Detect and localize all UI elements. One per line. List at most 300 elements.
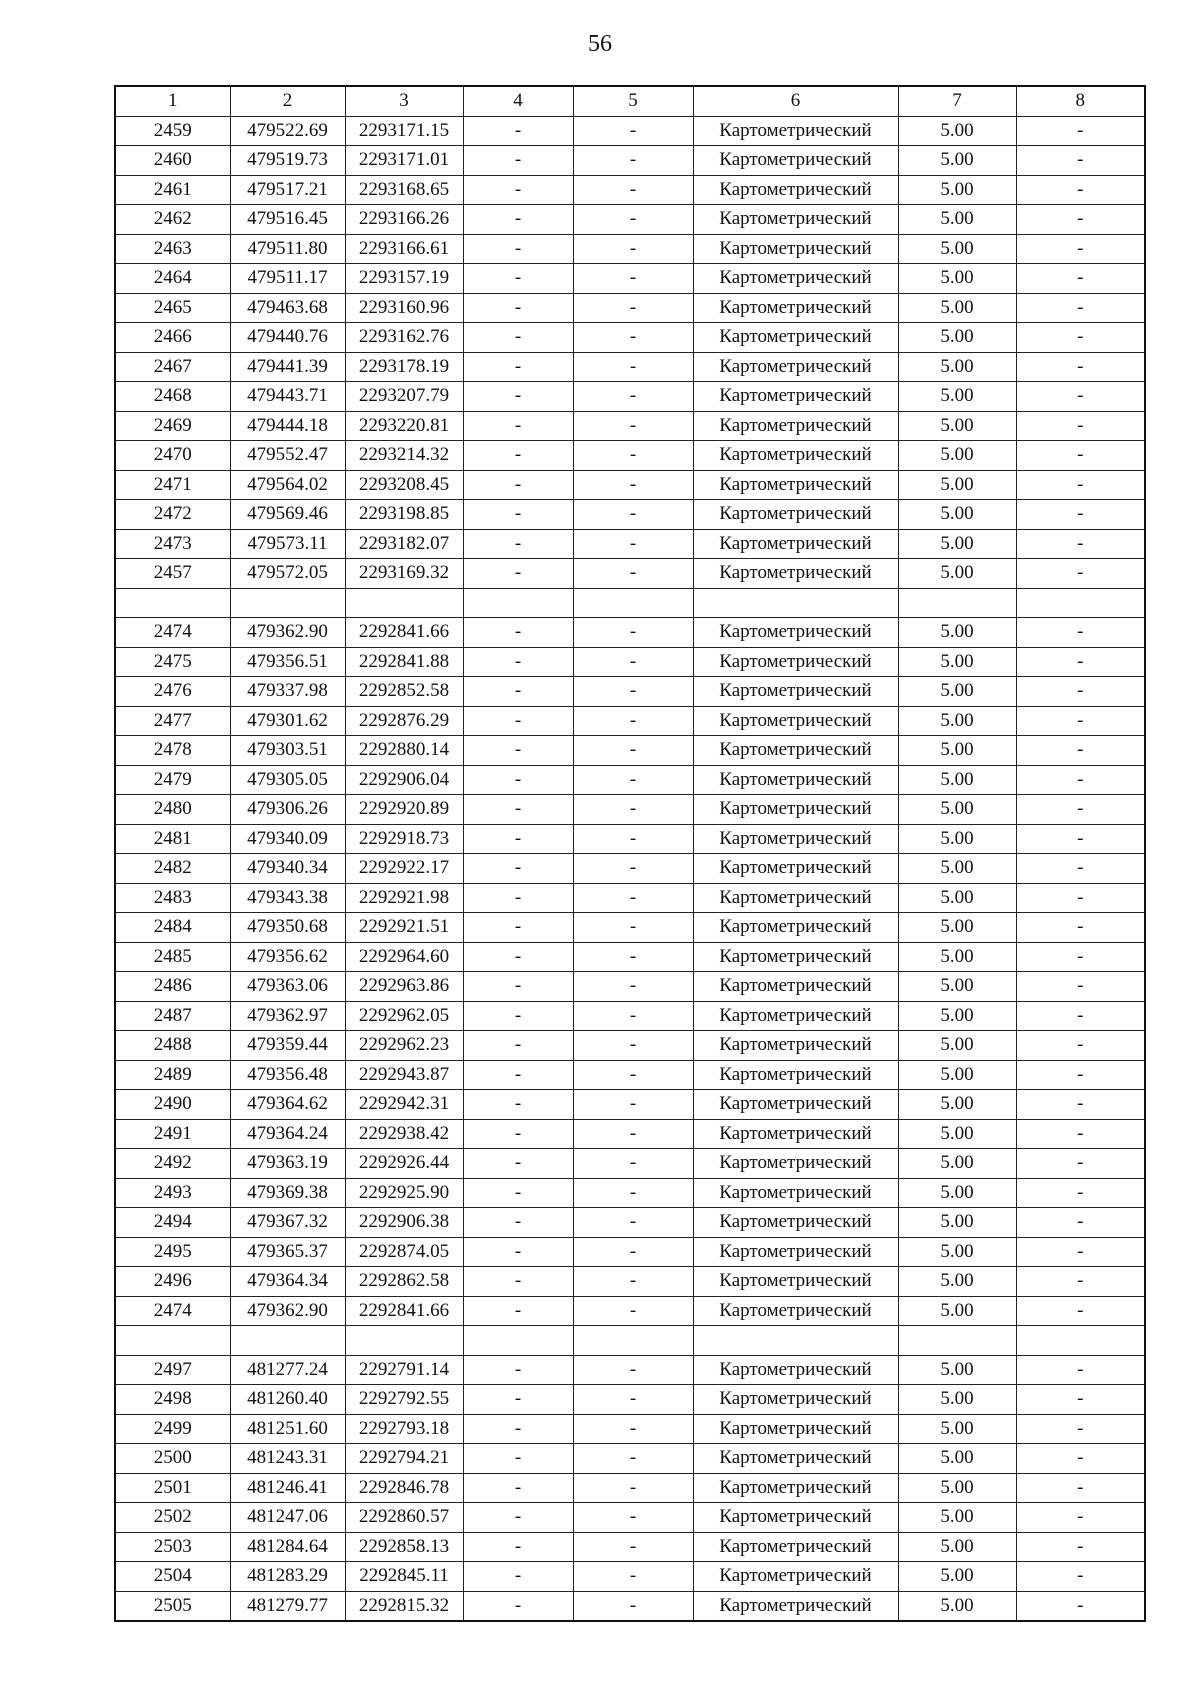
table-row — [115, 116, 1145, 146]
table-cell-col-7: 5.00 — [898, 647, 1016, 677]
table-cell-col-4: - — [463, 382, 573, 412]
table-cell-col-4: - — [463, 736, 573, 766]
table-cell-col-8: - — [1016, 618, 1145, 648]
table-cell-col-3: 2292963.86 — [345, 972, 463, 1002]
table-row — [115, 795, 1145, 825]
header-cell-1: 1 — [115, 86, 230, 116]
table-cell-col-4: - — [463, 1385, 573, 1415]
table-cell-col-3: 2292938.42 — [345, 1119, 463, 1149]
table-cell-col-5: - — [573, 1267, 693, 1297]
table-cell-col-7: 5.00 — [898, 293, 1016, 323]
table-cell-col-2: 479356.51 — [230, 647, 345, 677]
table-cell-col-6: Картометрический — [693, 1591, 898, 1621]
table-cell-col-3 — [345, 588, 463, 618]
table-cell-col-7: 5.00 — [898, 1503, 1016, 1533]
table-row — [115, 1414, 1145, 1444]
table-cell-col-5: - — [573, 972, 693, 1002]
table-cell-col-1: 2484 — [115, 913, 230, 943]
table-cell-col-5: - — [573, 1591, 693, 1621]
table-cell-col-7: 5.00 — [898, 234, 1016, 264]
table-cell-col-1: 2500 — [115, 1444, 230, 1474]
table-cell-col-1: 2476 — [115, 677, 230, 707]
table-cell-col-6: Картометрический — [693, 1208, 898, 1238]
table-cell-col-2 — [230, 588, 345, 618]
table-cell-col-3: 2292860.57 — [345, 1503, 463, 1533]
table-cell-col-1: 2463 — [115, 234, 230, 264]
table-cell-col-4: - — [463, 175, 573, 205]
table-cell-col-8: - — [1016, 1414, 1145, 1444]
table-cell-col-1: 2494 — [115, 1208, 230, 1238]
table-row — [115, 529, 1145, 559]
table-cell-col-5: - — [573, 529, 693, 559]
table-cell-col-8: - — [1016, 441, 1145, 471]
table-cell-col-2: 479340.34 — [230, 854, 345, 884]
table-cell-col-6: Картометрический — [693, 1473, 898, 1503]
table-cell-col-7: 5.00 — [898, 1178, 1016, 1208]
table-cell-col-8: - — [1016, 736, 1145, 766]
table-cell-col-5: - — [573, 1503, 693, 1533]
table-cell-col-2: 481246.41 — [230, 1473, 345, 1503]
table-row — [115, 323, 1145, 353]
table-cell-col-3: 2292926.44 — [345, 1149, 463, 1179]
table-cell-col-8: - — [1016, 883, 1145, 913]
table-cell-col-6: Картометрический — [693, 205, 898, 235]
table-cell-col-1: 2496 — [115, 1267, 230, 1297]
table-cell-col-1: 2478 — [115, 736, 230, 766]
table-cell-col-6: Картометрический — [693, 1444, 898, 1474]
table-cell-col-5: - — [573, 1532, 693, 1562]
table-cell-col-8: - — [1016, 1591, 1145, 1621]
table-cell-col-1: 2461 — [115, 175, 230, 205]
table-cell-col-7: 5.00 — [898, 1355, 1016, 1385]
table-cell-col-1: 2489 — [115, 1060, 230, 1090]
table-row — [115, 1385, 1145, 1415]
table-cell-col-2: 481251.60 — [230, 1414, 345, 1444]
table-cell-col-7: 5.00 — [898, 1267, 1016, 1297]
table-cell-col-7: 5.00 — [898, 824, 1016, 854]
table-cell-col-8: - — [1016, 913, 1145, 943]
table-cell-col-8: - — [1016, 1267, 1145, 1297]
table-cell-col-5: - — [573, 618, 693, 648]
table-row — [115, 411, 1145, 441]
table-row — [115, 175, 1145, 205]
table-cell-col-6: Картометрический — [693, 795, 898, 825]
table-cell-col-8: - — [1016, 1473, 1145, 1503]
table-cell-col-7: 5.00 — [898, 1237, 1016, 1267]
table-cell-col-3: 2292792.55 — [345, 1385, 463, 1415]
table-cell-col-3: 2292815.32 — [345, 1591, 463, 1621]
table-cell-col-8: - — [1016, 677, 1145, 707]
table-cell-col-8: - — [1016, 234, 1145, 264]
table-row — [115, 1267, 1145, 1297]
table-cell-col-1: 2501 — [115, 1473, 230, 1503]
table-cell-col-5: - — [573, 677, 693, 707]
table-cell-col-3: 2293207.79 — [345, 382, 463, 412]
table-cell-col-4: - — [463, 942, 573, 972]
table-cell-col-5: - — [573, 647, 693, 677]
table-body — [115, 86, 1145, 1621]
table-cell-col-7: 5.00 — [898, 706, 1016, 736]
coordinates-table — [114, 85, 1146, 1622]
table-cell-col-8: - — [1016, 1208, 1145, 1238]
table-cell-col-2: 479441.39 — [230, 352, 345, 382]
table-cell-col-7: 5.00 — [898, 441, 1016, 471]
table-cell-col-2: 479350.68 — [230, 913, 345, 943]
table-cell-col-1: 2481 — [115, 824, 230, 854]
table-cell-col-6: Картометрический — [693, 323, 898, 353]
table-cell-col-2: 479552.47 — [230, 441, 345, 471]
table-cell-col-2: 479572.05 — [230, 559, 345, 589]
header-cell-4: 4 — [463, 86, 573, 116]
table-cell-col-7: 5.00 — [898, 382, 1016, 412]
table-cell-col-1: 2457 — [115, 559, 230, 589]
table-cell-col-3: 2292962.23 — [345, 1031, 463, 1061]
header-cell-7: 7 — [898, 86, 1016, 116]
table-cell-col-2: 479443.71 — [230, 382, 345, 412]
table-cell-col-7: 5.00 — [898, 1149, 1016, 1179]
table-row — [115, 1149, 1145, 1179]
table-cell-col-2: 479362.90 — [230, 1296, 345, 1326]
table-cell-col-6: Картометрический — [693, 913, 898, 943]
table-row — [115, 972, 1145, 1002]
table-cell-col-7: 5.00 — [898, 972, 1016, 1002]
table-cell-col-4: - — [463, 352, 573, 382]
table-cell-col-5: - — [573, 1031, 693, 1061]
table-cell-col-6: Картометрический — [693, 972, 898, 1002]
table-cell-col-8: - — [1016, 116, 1145, 146]
table-cell-col-8: - — [1016, 1001, 1145, 1031]
table-cell-col-4: - — [463, 972, 573, 1002]
table-cell-col-5: - — [573, 854, 693, 884]
table-cell-col-6: Картометрический — [693, 264, 898, 294]
table-cell-col-6: Картометрический — [693, 883, 898, 913]
table-cell-col-1: 2471 — [115, 470, 230, 500]
table-cell-col-6: Картометрический — [693, 1296, 898, 1326]
header-cell-6: 6 — [693, 86, 898, 116]
table-cell-col-6: Картометрический — [693, 677, 898, 707]
table-cell-col-5: - — [573, 795, 693, 825]
table-cell-col-1: 2465 — [115, 293, 230, 323]
table-row — [115, 1031, 1145, 1061]
table-cell-col-4: - — [463, 1473, 573, 1503]
table-cell-col-3: 2292862.58 — [345, 1267, 463, 1297]
header-cell-3: 3 — [345, 86, 463, 116]
table-cell-col-8: - — [1016, 175, 1145, 205]
table-cell-col-4: - — [463, 1090, 573, 1120]
table-cell-col-8 — [1016, 588, 1145, 618]
table-cell-col-4: - — [463, 1562, 573, 1592]
table-cell-col-6: Картометрический — [693, 116, 898, 146]
table-cell-col-3: 2292962.05 — [345, 1001, 463, 1031]
table-cell-col-7: 5.00 — [898, 1532, 1016, 1562]
table-cell-col-1: 2477 — [115, 706, 230, 736]
table-cell-col-3: 2292921.98 — [345, 883, 463, 913]
table-cell-col-1: 2497 — [115, 1355, 230, 1385]
table-cell-col-4 — [463, 1326, 573, 1356]
table-cell-col-6: Картометрический — [693, 1001, 898, 1031]
table-cell-col-6: Картометрический — [693, 854, 898, 884]
table-cell-col-1: 2487 — [115, 1001, 230, 1031]
table-cell-col-3: 2293160.96 — [345, 293, 463, 323]
table-cell-col-5: - — [573, 1473, 693, 1503]
table-cell-col-5: - — [573, 706, 693, 736]
table-cell-col-4: - — [463, 647, 573, 677]
table-cell-col-8: - — [1016, 765, 1145, 795]
table-cell-col-8: - — [1016, 795, 1145, 825]
table-cell-col-3: 2292964.60 — [345, 942, 463, 972]
table-cell-col-1: 2474 — [115, 1296, 230, 1326]
table-cell-col-3: 2292906.04 — [345, 765, 463, 795]
table-cell-col-3: 2292874.05 — [345, 1237, 463, 1267]
table-cell-col-7: 5.00 — [898, 116, 1016, 146]
table-cell-col-8: - — [1016, 1149, 1145, 1179]
table-cell-col-4 — [463, 588, 573, 618]
table-cell-col-7: 5.00 — [898, 559, 1016, 589]
table-cell-col-6 — [693, 588, 898, 618]
table-row — [115, 382, 1145, 412]
table-cell-col-4: - — [463, 1267, 573, 1297]
table-cell-col-4: - — [463, 824, 573, 854]
table-cell-col-5: - — [573, 913, 693, 943]
table-cell-col-5: - — [573, 205, 693, 235]
table-cell-col-4: - — [463, 913, 573, 943]
table-cell-col-3: 2292794.21 — [345, 1444, 463, 1474]
table-cell-col-8: - — [1016, 1031, 1145, 1061]
table-cell-col-4: - — [463, 116, 573, 146]
table-cell-col-4: - — [463, 854, 573, 884]
table-cell-col-2: 479362.90 — [230, 618, 345, 648]
table-cell-col-5: - — [573, 942, 693, 972]
table-cell-col-3: 2292906.38 — [345, 1208, 463, 1238]
table-row — [115, 883, 1145, 913]
table-cell-col-1: 2459 — [115, 116, 230, 146]
table-cell-col-8: - — [1016, 1296, 1145, 1326]
table-row — [115, 1444, 1145, 1474]
table-cell-col-2: 479359.44 — [230, 1031, 345, 1061]
table-cell-col-6 — [693, 1326, 898, 1356]
table-cell-col-1: 2483 — [115, 883, 230, 913]
table-cell-col-8: - — [1016, 264, 1145, 294]
table-cell-col-5: - — [573, 293, 693, 323]
table-cell-col-3: 2293157.19 — [345, 264, 463, 294]
table-cell-col-5: - — [573, 1119, 693, 1149]
table-cell-col-8: - — [1016, 529, 1145, 559]
table-cell-col-4: - — [463, 441, 573, 471]
table-cell-col-8: - — [1016, 1237, 1145, 1267]
table-cell-col-5: - — [573, 470, 693, 500]
table-cell-col-1: 2473 — [115, 529, 230, 559]
table-cell-col-6: Картометрический — [693, 352, 898, 382]
table-cell-col-6: Картометрический — [693, 411, 898, 441]
table-cell-col-3: 2293171.01 — [345, 146, 463, 176]
table-cell-col-1: 2493 — [115, 1178, 230, 1208]
table-cell-col-8: - — [1016, 146, 1145, 176]
table-cell-col-6: Картометрический — [693, 293, 898, 323]
table-cell-col-6: Картометрический — [693, 736, 898, 766]
table-cell-col-8: - — [1016, 470, 1145, 500]
table-row — [115, 1119, 1145, 1149]
table-cell-col-5: - — [573, 175, 693, 205]
page-number: 56 — [588, 31, 612, 57]
table-cell-col-4: - — [463, 1237, 573, 1267]
table-cell-col-5: - — [573, 116, 693, 146]
table-cell-col-4: - — [463, 323, 573, 353]
table-cell-col-6: Картометрический — [693, 146, 898, 176]
table-cell-col-7: 5.00 — [898, 1562, 1016, 1592]
table-cell-col-3: 2292852.58 — [345, 677, 463, 707]
table-cell-col-4: - — [463, 470, 573, 500]
table-cell-col-3: 2293171.15 — [345, 116, 463, 146]
table-cell-col-7: 5.00 — [898, 942, 1016, 972]
table-cell-col-1: 2479 — [115, 765, 230, 795]
table-cell-col-5: - — [573, 883, 693, 913]
table-cell-col-8: - — [1016, 382, 1145, 412]
table-row — [115, 618, 1145, 648]
table-cell-col-7: 5.00 — [898, 1060, 1016, 1090]
table-cell-col-2: 479364.62 — [230, 1090, 345, 1120]
table-cell-col-5: - — [573, 1208, 693, 1238]
table-cell-col-2: 479569.46 — [230, 500, 345, 530]
table-cell-col-5: - — [573, 765, 693, 795]
table-row — [115, 234, 1145, 264]
table-cell-col-7: 5.00 — [898, 470, 1016, 500]
table-cell-col-1: 2480 — [115, 795, 230, 825]
table-cell-col-3: 2292920.89 — [345, 795, 463, 825]
table-cell-col-2: 479511.80 — [230, 234, 345, 264]
table-cell-col-7: 5.00 — [898, 1208, 1016, 1238]
table-cell-col-5 — [573, 588, 693, 618]
table-cell-col-3: 2293162.76 — [345, 323, 463, 353]
table-cell-col-8: - — [1016, 706, 1145, 736]
table-cell-col-6: Картометрический — [693, 1119, 898, 1149]
table-cell-col-2: 481283.29 — [230, 1562, 345, 1592]
table-cell-col-7: 5.00 — [898, 913, 1016, 943]
table-cell-col-5: - — [573, 1149, 693, 1179]
table-row — [115, 677, 1145, 707]
table-row — [115, 1326, 1145, 1356]
table-cell-col-1: 2472 — [115, 500, 230, 530]
table-cell-col-8: - — [1016, 854, 1145, 884]
table-cell-col-5: - — [573, 1414, 693, 1444]
table-cell-col-7: 5.00 — [898, 1090, 1016, 1120]
table-cell-col-8: - — [1016, 1503, 1145, 1533]
table-cell-col-3: 2292925.90 — [345, 1178, 463, 1208]
table-cell-col-7: 5.00 — [898, 1414, 1016, 1444]
table-cell-col-8: - — [1016, 1119, 1145, 1149]
table-cell-col-6: Картометрический — [693, 559, 898, 589]
table-cell-col-8: - — [1016, 411, 1145, 441]
table-cell-col-6: Картометрический — [693, 942, 898, 972]
table-cell-col-3: 2293166.61 — [345, 234, 463, 264]
table-cell-col-6: Картометрический — [693, 529, 898, 559]
table-cell-col-6: Картометрический — [693, 647, 898, 677]
table-row — [115, 1591, 1145, 1621]
table-cell-col-8: - — [1016, 323, 1145, 353]
table-cell-col-2: 479444.18 — [230, 411, 345, 441]
table-cell-col-5: - — [573, 382, 693, 412]
table-row — [115, 1001, 1145, 1031]
table-row — [115, 1090, 1145, 1120]
table-header-row — [115, 86, 1145, 116]
table-cell-col-7: 5.00 — [898, 411, 1016, 441]
table-row — [115, 942, 1145, 972]
table-cell-col-4: - — [463, 1503, 573, 1533]
table-cell-col-7: 5.00 — [898, 1591, 1016, 1621]
table-cell-col-5: - — [573, 1090, 693, 1120]
table-cell-col-4: - — [463, 411, 573, 441]
table-cell-col-3: 2293220.81 — [345, 411, 463, 441]
table-cell-col-4: - — [463, 559, 573, 589]
table-cell-col-6: Картометрический — [693, 234, 898, 264]
table-cell-col-7: 5.00 — [898, 1385, 1016, 1415]
table-cell-col-4: - — [463, 1414, 573, 1444]
table-cell-col-8: - — [1016, 205, 1145, 235]
table-cell-col-8 — [1016, 1326, 1145, 1356]
table-cell-col-7: 5.00 — [898, 1296, 1016, 1326]
table-cell-col-8: - — [1016, 942, 1145, 972]
table-cell-col-1: 2470 — [115, 441, 230, 471]
table-cell-col-1: 2490 — [115, 1090, 230, 1120]
table-cell-col-4: - — [463, 1296, 573, 1326]
table-cell-col-2: 479363.19 — [230, 1149, 345, 1179]
table-cell-col-5: - — [573, 146, 693, 176]
table-cell-col-1: 2482 — [115, 854, 230, 884]
table-cell-col-1: 2466 — [115, 323, 230, 353]
table-cell-col-2: 479365.37 — [230, 1237, 345, 1267]
table-cell-col-1: 2462 — [115, 205, 230, 235]
table-cell-col-7: 5.00 — [898, 1119, 1016, 1149]
table-cell-col-3: 2292841.66 — [345, 1296, 463, 1326]
table-row — [115, 559, 1145, 589]
table-row — [115, 1178, 1145, 1208]
table-cell-col-6: Картометрический — [693, 618, 898, 648]
table-cell-col-4: - — [463, 146, 573, 176]
header-cell-8: 8 — [1016, 86, 1145, 116]
table-row — [115, 706, 1145, 736]
table-cell-col-4: - — [463, 618, 573, 648]
table-cell-col-1: 2488 — [115, 1031, 230, 1061]
table-cell-col-5: - — [573, 1060, 693, 1090]
table-cell-col-5: - — [573, 1385, 693, 1415]
table-cell-col-3: 2293182.07 — [345, 529, 463, 559]
table-cell-col-5 — [573, 1326, 693, 1356]
table-row — [115, 854, 1145, 884]
table-cell-col-1: 2492 — [115, 1149, 230, 1179]
table-cell-col-8: - — [1016, 559, 1145, 589]
table-cell-col-5: - — [573, 1001, 693, 1031]
table-cell-col-1: 2503 — [115, 1532, 230, 1562]
table-cell-col-6: Картометрический — [693, 824, 898, 854]
table-cell-col-7: 5.00 — [898, 677, 1016, 707]
table-cell-col-4: - — [463, 205, 573, 235]
table-cell-col-1: 2505 — [115, 1591, 230, 1621]
table-cell-col-6: Картометрический — [693, 441, 898, 471]
table-cell-col-6: Картометрический — [693, 1385, 898, 1415]
table-cell-col-6: Картометрический — [693, 706, 898, 736]
table-cell-col-5: - — [573, 1355, 693, 1385]
table-cell-col-2: 481277.24 — [230, 1355, 345, 1385]
table-cell-col-6: Картометрический — [693, 1562, 898, 1592]
table-cell-col-2: 479367.32 — [230, 1208, 345, 1238]
table-cell-col-7: 5.00 — [898, 175, 1016, 205]
table-cell-col-3: 2292858.13 — [345, 1532, 463, 1562]
table-cell-col-1: 2486 — [115, 972, 230, 1002]
table-cell-col-3: 2292845.11 — [345, 1562, 463, 1592]
table-cell-col-1: 2469 — [115, 411, 230, 441]
table-cell-col-3: 2292876.29 — [345, 706, 463, 736]
table-cell-col-3: 2292880.14 — [345, 736, 463, 766]
table-row — [115, 264, 1145, 294]
